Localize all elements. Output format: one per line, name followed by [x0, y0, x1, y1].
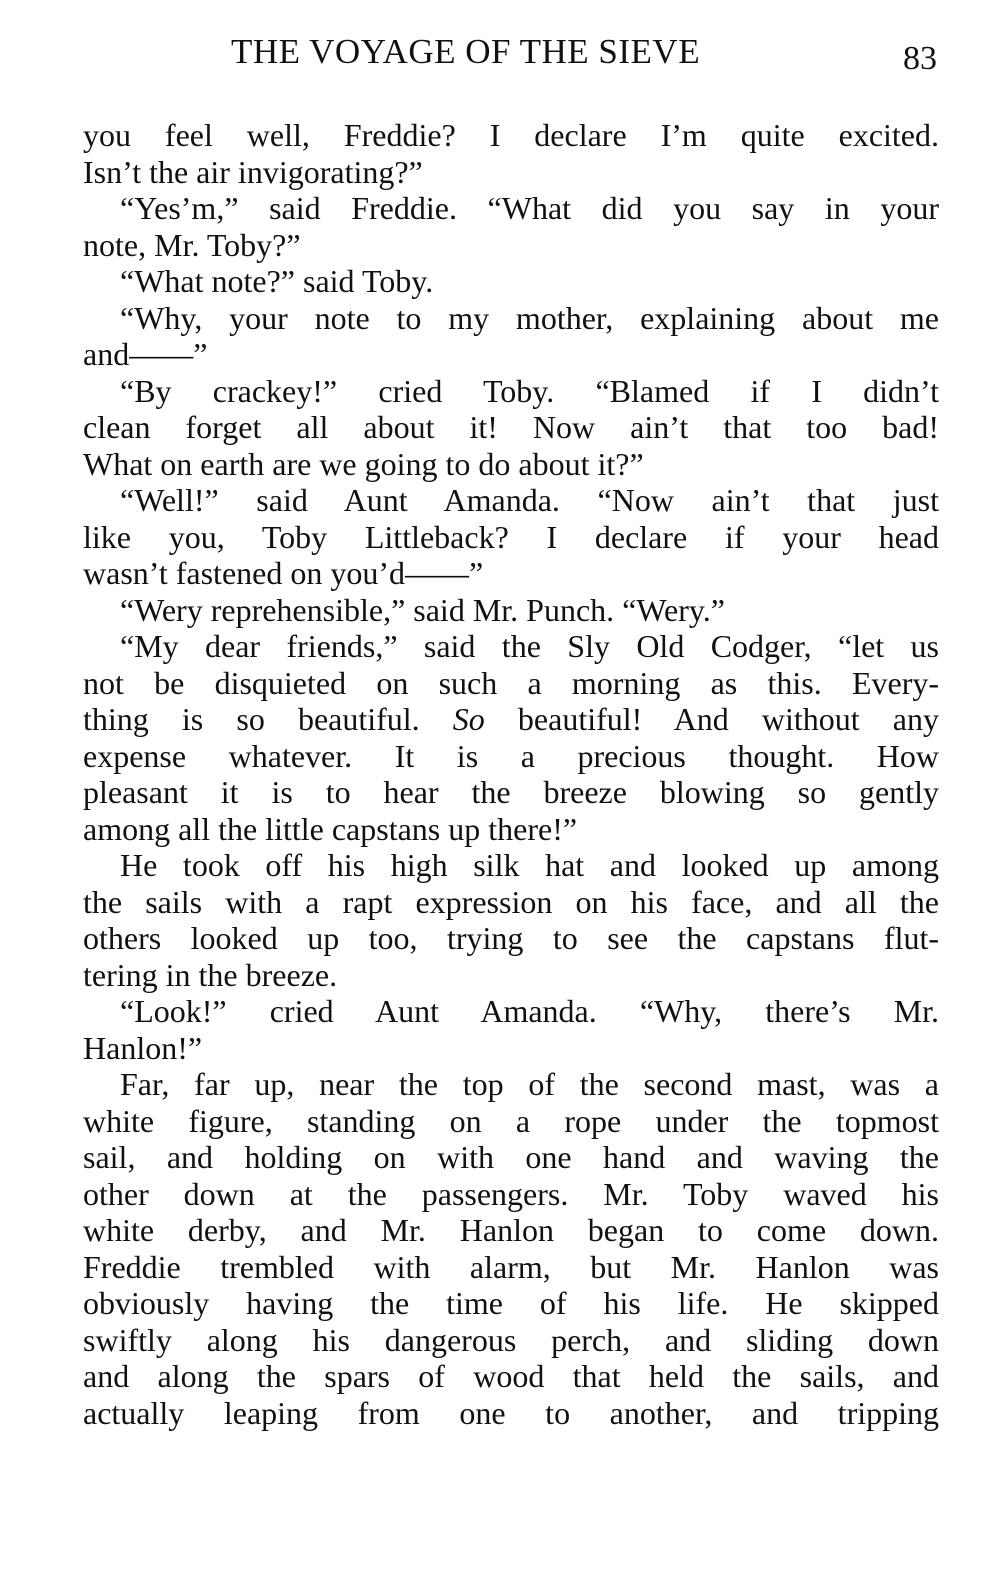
book-page: [83, 28, 939, 1431]
text-line: “My dear friends,” said the Sly Old Codger, “let us: [120, 628, 939, 664]
text-line: [83, 701, 939, 738]
text-line: swiftly along his dangerous perch, and sliding down: [83, 1321, 939, 1358]
text-line: sail, and holding on with one hand and waving the: [83, 1139, 939, 1175]
text-line: the sails with a rapt expression on his face, and all the: [83, 883, 939, 920]
text-line: Freddie trembled with alarm, but Mr. Hanlon was: [83, 1248, 939, 1285]
text-line: “Wery reprehensible,” said Mr. Punch. “Wery.”: [120, 591, 725, 628]
text-line: Far, far up, near the top of the second mast, was a: [120, 1066, 939, 1102]
text-line: white figure, standing on a rope under the topmost: [83, 1102, 939, 1139]
text-line: like you, Toby Littleback? I declare if your head: [83, 518, 939, 555]
page-number: 83: [903, 40, 937, 77]
text-line: He took off his high silk hat and looked up among: [120, 847, 939, 883]
text-line: tering in the breeze.: [83, 956, 338, 993]
text-line: you feel well, Freddie? I declare I’m quite excited.: [83, 117, 939, 153]
text-line: obviously having the time of his life. He skipped: [83, 1285, 939, 1321]
text-line: others looked up too, trying to see the capstans flut-: [83, 920, 939, 956]
text-line: “Why, your note to my mother, explaining about me: [120, 299, 939, 336]
text-segment: beautiful! And without any: [484, 701, 939, 737]
text-line: other down at the passengers. Mr. Toby waved his: [83, 1175, 939, 1212]
running-title: THE VOYAGE OF THE SIEVE: [231, 32, 701, 71]
text-line: pleasant it is to hear the breeze blowing so gently: [83, 774, 939, 810]
text-line: wasn’t fastened on you’d——”: [83, 555, 484, 591]
text-line: not be disquieted on such a morning as this. Every-: [83, 664, 939, 701]
text-line: among all the little capstans up there!”: [83, 810, 578, 847]
text-line: expense whatever. It is a precious thought. How: [83, 737, 939, 774]
text-line: “Look!” cried Aunt Amanda. “Why, there’s Mr.: [120, 993, 939, 1029]
text-line: “Well!” said Aunt Amanda. “Now ain’t that just: [120, 482, 939, 518]
text-segment: thing is so beautiful.: [83, 701, 453, 737]
text-line: Hanlon!”: [83, 1029, 203, 1066]
text-line: white derby, and Mr. Hanlon began to come down.: [83, 1212, 939, 1248]
italic-emphasis: So: [452, 701, 485, 737]
text-line: “Yes’m,” said Freddie. “What did you say in your: [120, 190, 939, 226]
text-line: actually leaping from one to another, and tripping: [83, 1394, 939, 1431]
text-line: Isn’t the air invigorating?”: [83, 153, 423, 190]
text-line: and along the spars of wood that held the sails, and: [83, 1358, 939, 1394]
text-line: clean forget all about it! Now ain’t that too bad!: [83, 409, 939, 445]
running-head: [83, 28, 939, 84]
text-line: note, Mr. Toby?”: [83, 226, 301, 263]
text-line: What on earth are we going to do about it?”: [83, 445, 644, 482]
text-line: and——”: [83, 336, 208, 372]
body-text: [83, 117, 939, 1431]
text-line: “By crackey!” cried Toby. “Blamed if I didn’t: [120, 372, 939, 409]
text-line: “What note?” said Toby.: [120, 263, 434, 299]
